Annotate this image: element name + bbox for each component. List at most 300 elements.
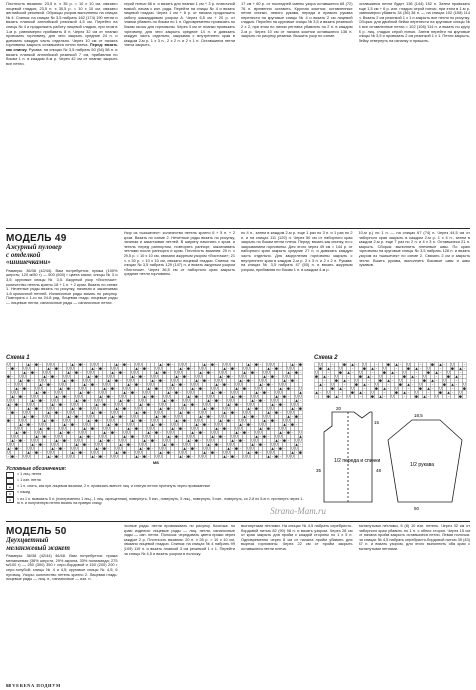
stitch-symbol: –	[231, 446, 234, 451]
stitch-symbol: –	[415, 374, 418, 379]
stitch-symbol: –	[211, 398, 214, 403]
stitch-symbol: U	[91, 370, 94, 375]
stitch-symbol: ▲	[255, 434, 258, 439]
stitch-symbol: ▲	[435, 370, 438, 375]
stitch-symbol: –	[363, 390, 366, 395]
stitch-symbol: ●	[231, 366, 234, 371]
chart-cell	[295, 383, 299, 387]
stitch-symbol: –	[279, 438, 282, 443]
chart-cell	[35, 423, 39, 427]
stitch-symbol: ▲	[211, 390, 214, 395]
chart-cell	[179, 443, 183, 447]
stitch-symbol: ▲	[59, 386, 62, 391]
stitch-symbol: U	[23, 366, 26, 371]
stitch-symbol: ●	[35, 450, 38, 455]
stitch-symbol: ▲	[315, 390, 318, 395]
chart-cell	[447, 379, 451, 383]
chart-cell	[411, 395, 415, 399]
chart-cell	[199, 399, 203, 403]
chart-cell	[47, 443, 51, 447]
stitch-symbol: ▲	[27, 406, 30, 411]
stitch-symbol: U	[211, 430, 214, 435]
stitch-symbol: U	[267, 406, 270, 411]
stitch-symbol: ●	[63, 394, 66, 399]
chart-cell	[235, 419, 239, 423]
stitch-symbol: U	[183, 450, 186, 455]
chart-cell	[75, 455, 79, 459]
stitch-symbol: ▲	[243, 370, 246, 375]
stitch-symbol: –	[207, 422, 210, 427]
stitch-symbol: ▲	[71, 450, 74, 455]
stitch-symbol: –	[299, 414, 302, 419]
stitch-symbol: ▲	[187, 394, 190, 399]
stitch-symbol: U	[227, 398, 230, 403]
chart-cell	[235, 415, 239, 419]
stitch-symbol: –	[395, 366, 398, 371]
stitch-symbol: –	[339, 390, 342, 395]
stitch-symbol: U	[131, 414, 134, 419]
stitch-symbol: ●	[143, 410, 146, 415]
chart-cell	[259, 415, 263, 419]
chart-cell	[451, 371, 455, 375]
stitch-symbol: –	[203, 430, 206, 435]
stitch-symbol: U	[151, 382, 154, 387]
stitch-symbol: ▲	[51, 446, 54, 451]
sleeve-label: 1/2 рукава	[410, 462, 435, 468]
stitch-symbol: ▲	[99, 438, 102, 443]
chart-cell	[419, 371, 423, 375]
chart-cell	[263, 455, 267, 459]
chart-cell	[279, 419, 283, 423]
stitch-symbol: –	[263, 382, 266, 387]
chart-cell	[455, 367, 459, 371]
stitch-symbol: U	[151, 418, 154, 423]
stitch-symbol: ▲	[175, 374, 178, 379]
chart-cell	[227, 431, 231, 435]
chart-cell	[323, 387, 327, 391]
stitch-symbol: ▲	[111, 370, 114, 375]
stitch-symbol: U	[59, 426, 62, 431]
stitch-symbol: U	[135, 414, 138, 419]
chart-cell	[71, 435, 75, 439]
stitch-symbol: U	[219, 422, 222, 427]
stitch-symbol: –	[371, 374, 374, 379]
stitch-symbol: U	[143, 442, 146, 447]
stitch-symbol: –	[163, 362, 166, 367]
stitch-symbol: –	[243, 394, 246, 399]
stitch-symbol: U	[159, 410, 162, 415]
stitch-symbol: ▲	[271, 402, 274, 407]
stitch-symbol: –	[167, 370, 170, 375]
stitch-symbol: –	[271, 426, 274, 431]
stitch-symbol: –	[143, 446, 146, 451]
stitch-symbol: –	[19, 430, 22, 435]
chart-cell	[95, 435, 99, 439]
stitch-symbol: U	[31, 438, 34, 443]
chart-cell	[19, 451, 23, 455]
stitch-symbol: ▲	[363, 382, 366, 387]
model-49-title: МОДЕЛЬ 49	[6, 233, 67, 244]
chart-cell	[379, 383, 383, 387]
stitch-symbol: U	[199, 410, 202, 415]
chart-cell	[343, 395, 347, 399]
stitch-symbol: ▲	[135, 454, 138, 459]
chart-cell	[135, 395, 139, 399]
stitch-symbol: U	[131, 422, 134, 427]
stitch-symbol: ▲	[215, 382, 218, 387]
chart-cell	[115, 391, 119, 395]
stitch-symbol: ●	[27, 378, 30, 383]
chart-cell	[15, 371, 19, 375]
stitch-symbol: –	[191, 366, 194, 371]
stitch-symbol: U	[247, 402, 250, 407]
stitch-symbol: U	[91, 406, 94, 411]
stitch-symbol: –	[39, 450, 42, 455]
stitch-symbol: ●	[79, 406, 82, 411]
stitch-symbol: –	[223, 434, 226, 439]
stitch-symbol: ●	[231, 410, 234, 415]
stitch-symbol: –	[263, 426, 266, 431]
stitch-symbol: U	[71, 446, 74, 451]
stitch-symbol: –	[295, 422, 298, 427]
stitch-symbol: –	[47, 434, 50, 439]
stitch-symbol: –	[215, 406, 218, 411]
stitch-symbol: –	[163, 450, 166, 455]
chart-cell	[255, 419, 259, 423]
stitch-symbol: –	[263, 398, 266, 403]
stitch-symbol: U	[211, 386, 214, 391]
chart-cell	[31, 427, 35, 431]
chart-cell	[195, 367, 199, 371]
stitch-symbol: ●	[167, 406, 170, 411]
stitch-symbol: U	[63, 374, 66, 379]
chart-cell	[179, 395, 183, 399]
stitch-symbol: U	[187, 390, 190, 395]
stitch-symbol: –	[279, 366, 282, 371]
stitch-symbol: U	[15, 426, 18, 431]
stitch-symbol: –	[399, 362, 402, 367]
stitch-symbol: ▲	[87, 418, 90, 423]
chart-cell	[451, 375, 455, 379]
stitch-symbol: ●	[147, 402, 150, 407]
chart-cell	[131, 455, 135, 459]
stitch-symbol: U	[271, 450, 274, 455]
chart-cell	[83, 455, 87, 459]
chart-cell	[43, 447, 47, 451]
model-49-column-4: 10-м р.) по 1 п. — на спицах 67 (74) п. Через 44,5 см от наборного края закрыть в каждом 2-м р. 1 x 4 п., затем в каждом 2-м р. еще 7 раз по 2 п. и 4 x 3 п. Оставшиеся 21 п. закрыть. Сборка: выполнить плечевые швы. По краю горловины на круговые спицы № 3,5 набрать 128 п. и вязать узором из «шишечек» по схеме 2. Связать 2 см и закрыть петли. Вшить рукава, выполнить боковые швы и швы рукавов.	[358, 231, 470, 268]
stitch-symbol: –	[59, 454, 62, 459]
stitch-symbol: U	[199, 418, 202, 423]
stitch-symbol: U	[35, 438, 38, 443]
chart-cell	[299, 423, 303, 427]
stitch-symbol: –	[127, 434, 130, 439]
stitch-symbol: ●	[275, 410, 278, 415]
stitch-symbol: ●	[31, 414, 34, 419]
stitch-symbol: U	[175, 370, 178, 375]
stitch-symbol: U	[191, 390, 194, 395]
chart-cell	[23, 399, 27, 403]
stitch-symbol: ▲	[83, 382, 86, 387]
stitch-symbol: U	[223, 370, 226, 375]
stitch-symbol: –	[151, 402, 154, 407]
chart-cell	[359, 383, 363, 387]
stitch-symbol: ▲	[299, 434, 302, 439]
chart-cell	[443, 367, 447, 371]
stitch-symbol: –	[35, 414, 38, 419]
stitch-symbol: –	[59, 410, 62, 415]
stitch-symbol: ▲	[135, 366, 138, 371]
stitch-symbol: –	[259, 434, 262, 439]
stitch-symbol: –	[383, 390, 386, 395]
chart-cell	[199, 443, 203, 447]
stitch-symbol: ●	[131, 434, 134, 439]
chart-cell	[327, 379, 331, 383]
chart-cell	[335, 383, 339, 387]
stitch-symbol: U	[51, 450, 54, 455]
chart-cell	[31, 387, 35, 391]
stitch-symbol: –	[19, 402, 22, 407]
stitch-symbol: ●	[219, 434, 222, 439]
stitch-symbol: –	[19, 386, 22, 391]
body-label: 1/2 переда и спинки	[334, 458, 381, 464]
stitch-symbol: –	[95, 454, 98, 459]
stitch-symbol: ●	[55, 366, 58, 371]
stitch-symbol: U	[235, 426, 238, 431]
stitch-symbol: U	[259, 430, 262, 435]
stitch-symbol: –	[139, 382, 142, 387]
stitch-symbol: ▲	[103, 430, 106, 435]
chart-cell	[91, 399, 95, 403]
stitch-symbol: –	[147, 410, 150, 415]
stitch-symbol: –	[299, 370, 302, 375]
stitch-symbol: ▲	[227, 402, 230, 407]
scheme-1-chart	[6, 362, 306, 460]
stitch-symbol: –	[435, 378, 438, 383]
chart-cell	[147, 375, 151, 379]
stitch-symbol: ●	[91, 426, 94, 431]
stitch-symbol: ▲	[371, 366, 374, 371]
chart-cell	[251, 387, 255, 391]
chart-cell	[67, 403, 71, 407]
stitch-symbol: ●	[299, 450, 302, 455]
stitch-symbol: U	[427, 366, 430, 371]
stitch-symbol: –	[11, 418, 14, 423]
stitch-symbol: ▲	[139, 402, 142, 407]
chart-cell	[251, 383, 255, 387]
stitch-symbol: –	[387, 382, 390, 387]
stitch-symbol: U	[35, 394, 38, 399]
stitch-symbol: U	[11, 434, 14, 439]
stitch-symbol: U	[215, 430, 218, 435]
stitch-symbol: U	[287, 418, 290, 423]
stitch-symbol: ●	[11, 454, 14, 459]
stitch-symbol: U	[99, 390, 102, 395]
stitch-symbol: U	[203, 454, 206, 459]
chart-cell	[323, 367, 327, 371]
stitch-symbol: ▲	[127, 426, 130, 431]
stitch-symbol: ●	[167, 362, 170, 367]
stitch-symbol: –	[391, 374, 394, 379]
chart-cell	[135, 443, 139, 447]
stitch-symbol: –	[343, 386, 346, 391]
chart-cell	[99, 427, 103, 431]
stitch-symbol: ●	[87, 390, 90, 395]
stitch-symbol: ●	[203, 422, 206, 427]
stitch-symbol: U	[47, 414, 50, 419]
stitch-symbol: ▲	[119, 398, 122, 403]
chart-cell	[203, 395, 207, 399]
stitch-symbol: U	[291, 446, 294, 451]
stitch-symbol: ▲	[191, 386, 194, 391]
stitch-symbol: ●	[351, 390, 354, 395]
chart-cell	[87, 403, 91, 407]
stitch-symbol: U	[319, 362, 322, 367]
pattern-drawing	[314, 402, 468, 512]
stitch-symbol: ▲	[231, 394, 234, 399]
stitch-symbol: U	[267, 414, 270, 419]
stitch-symbol: U	[211, 438, 214, 443]
chart-cell	[183, 387, 187, 391]
chart-cell	[219, 363, 223, 367]
stitch-symbol: U	[163, 402, 166, 407]
chart-cell	[195, 455, 199, 459]
stitch-symbol: ▲	[439, 362, 442, 367]
stitch-symbol: ▲	[127, 382, 130, 387]
chart-cell	[147, 371, 151, 375]
stitch-symbol: –	[239, 386, 242, 391]
stitch-symbol: –	[279, 454, 282, 459]
stitch-symbol: –	[103, 410, 106, 415]
chart-cell	[191, 375, 195, 379]
stitch-symbol: –	[275, 418, 278, 423]
legend	[6, 467, 306, 506]
chart-cell	[259, 411, 263, 415]
stitch-symbol: ▲	[247, 450, 250, 455]
stitch-symbol: U	[115, 446, 118, 451]
stitch-symbol: U	[95, 398, 98, 403]
chart-cell	[319, 371, 323, 375]
scheme-2-title: Схема 2	[314, 355, 338, 361]
chart-cell	[259, 455, 263, 459]
stitch-symbol: –	[375, 362, 378, 367]
stitch-symbol: U	[79, 430, 82, 435]
stitch-symbol: U	[23, 410, 26, 415]
chart-cell	[43, 363, 47, 367]
stitch-symbol: U	[95, 442, 98, 447]
stitch-symbol: U	[235, 382, 238, 387]
stitch-symbol: U	[87, 422, 90, 427]
stitch-symbol: ●	[143, 454, 146, 459]
model-49-column-1	[6, 231, 118, 353]
stitch-symbol: –	[211, 414, 214, 419]
chart-cell	[423, 363, 427, 367]
stitch-symbol: U	[59, 382, 62, 387]
stitch-symbol: –	[291, 370, 294, 375]
stitch-symbol: ●	[119, 370, 122, 375]
stitch-symbol: ●	[119, 414, 122, 419]
stitch-symbol: –	[115, 414, 118, 419]
chart-cell	[183, 391, 187, 395]
chart-cell	[271, 431, 275, 435]
stitch-symbol: –	[131, 398, 134, 403]
stitch-symbol: ●	[183, 418, 186, 423]
stitch-symbol: U	[71, 402, 74, 407]
stitch-symbol: –	[31, 378, 34, 383]
stitch-symbol: ●	[67, 386, 70, 391]
stitch-symbol: ●	[215, 398, 218, 403]
stitch-symbol: U	[75, 446, 78, 451]
stitch-symbol: ▲	[47, 410, 50, 415]
chart-cell	[223, 439, 227, 443]
stitch-symbol: U	[335, 374, 338, 379]
stitch-symbol: U	[371, 390, 374, 395]
stitch-symbol: U	[175, 422, 178, 427]
chart-cell	[171, 367, 175, 371]
stitch-symbol: U	[51, 406, 54, 411]
stitch-symbol: U	[299, 394, 302, 399]
stitch-symbol: –	[443, 362, 446, 367]
stitch-symbol: U	[279, 434, 282, 439]
stitch-symbol: U	[115, 410, 118, 415]
stitch-symbol: U	[131, 370, 134, 375]
chart-cell	[251, 427, 255, 431]
stitch-symbol: ●	[451, 366, 454, 371]
chart-cell	[7, 435, 11, 439]
chart-cell	[431, 367, 435, 371]
stitch-symbol: ●	[299, 362, 302, 367]
stitch-symbol: –	[267, 434, 270, 439]
stitch-symbol: –	[283, 386, 286, 391]
chart-cell	[127, 367, 131, 371]
stitch-symbol: ●	[363, 366, 366, 371]
chart-cell	[379, 387, 383, 391]
chart-cell	[239, 411, 243, 415]
text-column-1	[6, 2, 118, 226]
stitch-symbol: U	[463, 382, 466, 387]
stitch-symbol: ●	[239, 438, 242, 443]
stitch-symbol: ▲	[155, 414, 158, 419]
chart-cell	[315, 383, 319, 387]
stitch-symbol: ▲	[115, 406, 118, 411]
stitch-symbol: U	[119, 394, 122, 399]
stitch-symbol: ●	[427, 370, 430, 375]
chart-cell	[159, 391, 163, 395]
paragraph-density: Плотность вязания: 23,5 п. x 35 р. = 10 x 10 см, связано лицевой гладью; 23,5 п. x 30,5 р. = 10 x 10 см, связано английской резинкой. Образцы узоров выполнены на спицах № 4. Спинка: на спицах № 3,5 набрать 162 (174) 190 петли и вязать планкой английской резинкой 4,5 см. Перейти на спицы № 4 и продолжить работу лицевой гладью, при этом в 1-м р. равномерно прибавить 8 п. Через 32 см от планки провязать горловину, для чего закрыть средние 24 п. и довязать каждую часть отдельно. Через 10 см от начала горловины закрыть оставшиеся петли плеча.	[6, 2, 118, 48]
stitch-symbol: –	[39, 362, 42, 367]
stitch-symbol: –	[75, 450, 78, 455]
stitch-symbol: –	[251, 378, 254, 383]
stitch-symbol: ●	[395, 390, 398, 395]
chart-cell	[27, 395, 31, 399]
chart-cell	[195, 407, 199, 411]
stitch-symbol: U	[331, 382, 334, 387]
model-49-text-1: Размеры: 36/38 (42/44). Вам потребуется: пряжа (100% шерсть; 120 м/50 г) — 500 (600) г цвета какао; спицы № 3 и 3,5; круговые спицы № 3,5. Ажурный узор «Листочки»: количество петель кратно 18 + 1 п. + 2 кром. Вязать по схеме 1. Нечетные ряды вязать по рисунку, начиная и заканчивая 1-й кромочной петлей. Изнаночные ряды вязать по рисунку. Повторять с 1-го по 24-й ряд. Лицевая гладь: лицевые ряды — лицевые петли, изнаночные ряды — изнаночные петли.	[6, 267, 118, 305]
stitch-symbol: U	[451, 362, 454, 367]
stitch-symbol: U	[39, 378, 42, 383]
stitch-symbol: –	[15, 438, 18, 443]
stitch-symbol: U	[255, 386, 258, 391]
chart-cell	[47, 395, 51, 399]
stitch-symbol: ●	[159, 422, 162, 427]
stitch-symbol: ●	[115, 422, 118, 427]
chart-cell	[123, 423, 127, 427]
stitch-symbol: U	[47, 406, 50, 411]
chart-cell	[267, 443, 271, 447]
chart-cell	[255, 375, 259, 379]
stitch-symbol: U	[275, 434, 278, 439]
stitch-symbol: U	[71, 366, 74, 371]
stitch-symbol: –	[231, 374, 234, 379]
